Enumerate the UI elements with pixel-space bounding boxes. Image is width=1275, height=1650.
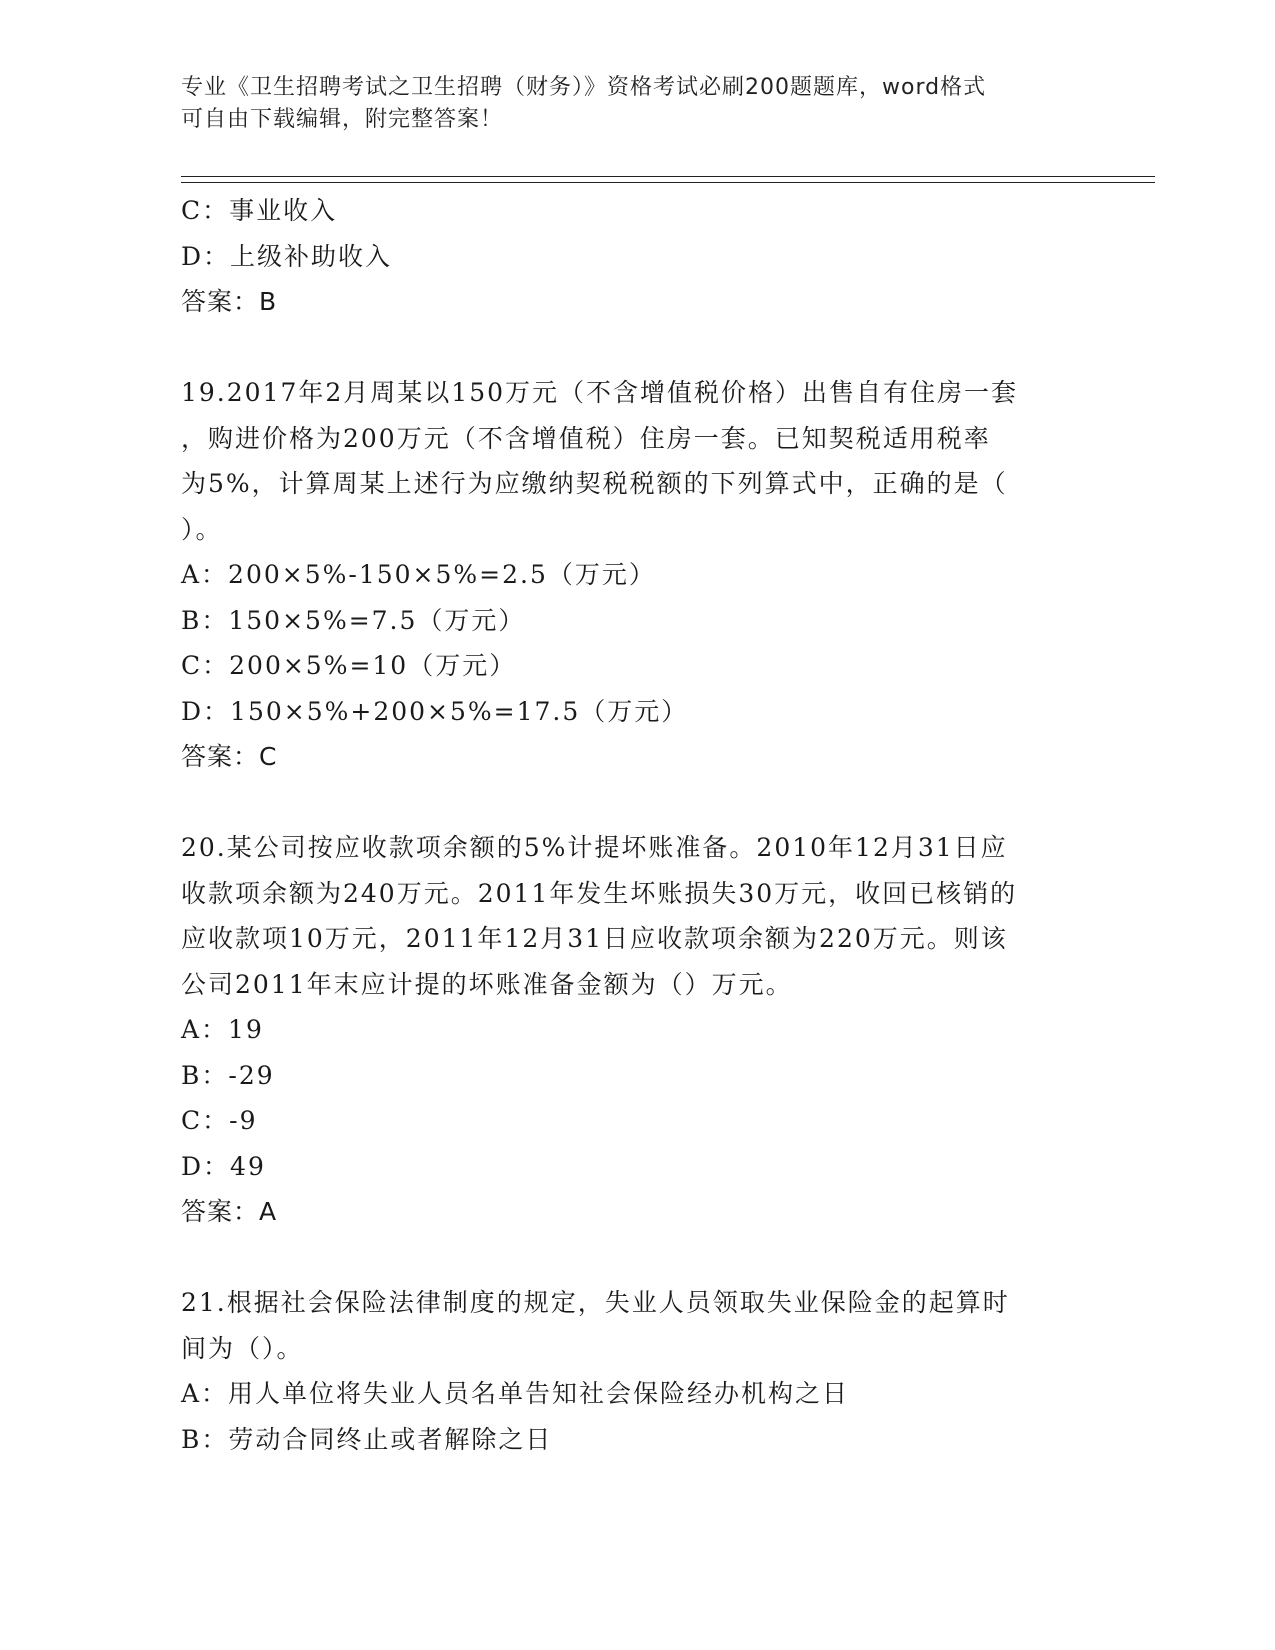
spacer: [181, 780, 1081, 826]
question-19: [181, 370, 1081, 780]
question-stem-line: 间为（）。: [181, 1333, 304, 1363]
answer-line: 答案：B: [181, 287, 278, 316]
answer-line: 答案：C: [181, 742, 278, 771]
option-c: C：事业收入: [181, 196, 338, 225]
document-body: [181, 188, 1081, 1462]
option-b: B：-29: [181, 1060, 275, 1090]
option-c: C：-9: [181, 1106, 258, 1135]
option-d: D：上级补助收入: [181, 241, 393, 271]
option-c: C：200×5%=10（万元）: [181, 651, 517, 680]
option-d: D：49: [181, 1151, 266, 1181]
question-stem-line: ，购进价格为200万元（不含增值税）住房一套。已知契税适用税率: [181, 423, 991, 453]
option-d: D：150×5%+200×5%=17.5（万元）: [181, 696, 689, 726]
option-a: A：用人单位将失业人员名单告知社会保险经办机构之日: [181, 1379, 850, 1408]
question-21: [181, 1280, 1081, 1462]
question-20: [181, 825, 1081, 1235]
option-a: A：19: [181, 1015, 264, 1044]
question-stem-line: 应收款项10万元，2011年12月31日应收款项余额为220万元。则该: [181, 924, 1008, 953]
option-b: B：150×5%=7.5（万元）: [181, 605, 526, 635]
spacer: [181, 1235, 1081, 1281]
question-stem-line: 19.2017年2月周某以150万元（不含增值税价格）出售自有住房一套: [181, 378, 1019, 407]
header-divider-bottom: [181, 182, 1155, 183]
answer-line: 答案：A: [181, 1197, 278, 1226]
header-line-1: 专业《卫生招聘考试之卫生招聘（财务）》资格考试必刷200题题库，word格式: [181, 75, 987, 100]
spacer: [181, 325, 1081, 371]
question-stem-line: 收款项余额为240万元。2011年发生坏账损失30万元，收回已核销的: [181, 878, 1018, 908]
option-b: B：劳动合同终止或者解除之日: [181, 1424, 553, 1454]
question-stem-line: ）。: [181, 514, 223, 544]
question-stem-line: 20.某公司按应收款项余额的5%计提坏账准备。2010年12月31日应: [181, 833, 1008, 862]
question-stem-line: 公司2011年末应计提的坏账准备金额为（）万元。: [181, 969, 793, 999]
question-stem-line: 为5%，计算周某上述行为应缴纳契税税额的下列算式中，正确的是（: [181, 469, 1008, 498]
question-stem-line: 21.根据社会保险法律制度的规定，失业人员领取失业保险金的起算时: [181, 1288, 1010, 1317]
header-divider-top: [181, 176, 1155, 177]
document-header: [181, 72, 1081, 136]
header-line-2: 可自由下载编辑，附完整答案！: [181, 107, 504, 132]
option-a: A：200×5%-150×5%=2.5（万元）: [181, 560, 656, 589]
previous-question: [181, 188, 1081, 325]
